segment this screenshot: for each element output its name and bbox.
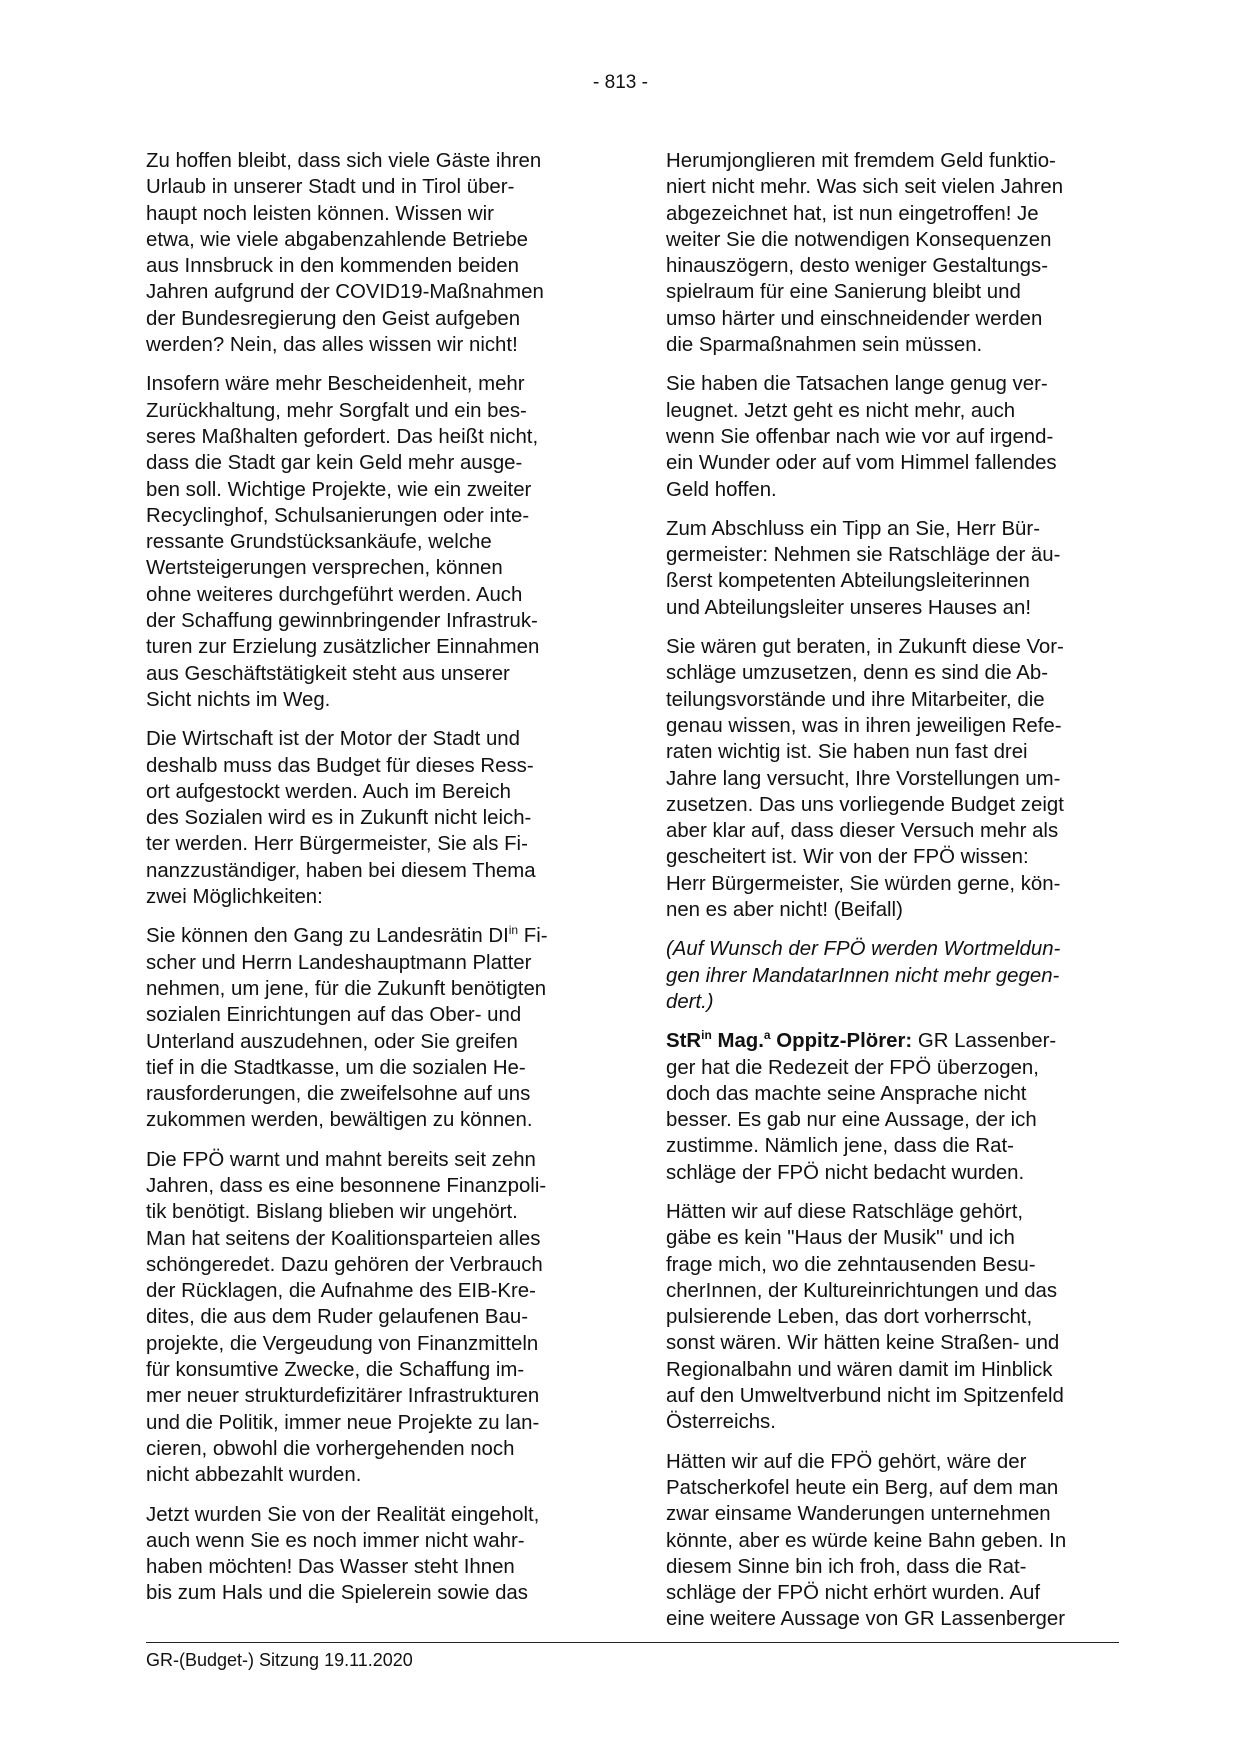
text-fragment: StR <box>666 1030 702 1053</box>
text-line: ter werden. Herr Bürgermeister, Sie als Fi- <box>146 833 528 856</box>
text-line: Die FPÖ warnt und mahnt bereits seit zehn <box>146 1148 536 1171</box>
text-line: scher und Herrn Landeshauptmann Platter <box>146 951 532 974</box>
text-line: nehmen, um jene, für die Zukunft benötigten <box>146 977 547 1000</box>
text-line: aus Innsbruck in den kommenden beiden <box>146 255 519 278</box>
text-line: zustimme. Nämlich jene, dass die Rat- <box>666 1135 1014 1158</box>
text-line: Sie wären gut beraten, in Zukunft diese Vor- <box>666 636 1064 659</box>
paragraph <box>666 1449 1118 1633</box>
text-line: abgezeichnet hat, ist nun eingetroffen! Je <box>666 202 1039 225</box>
paragraph <box>146 1502 598 1607</box>
text-line: Herr Bürgermeister, Sie würden gerne, kön- <box>666 872 1061 895</box>
paragraph <box>666 1028 1118 1186</box>
text-line: Insofern wäre mehr Bescheidenheit, mehr <box>146 373 525 396</box>
text-line: der Rücklagen, die Aufnahme des EIB-Kre- <box>146 1280 536 1303</box>
text-line: Regionalbahn und wären damit im Hinblick <box>666 1358 1053 1381</box>
text-line: besser. Es gab nur eine Aussage, der ich <box>666 1109 1037 1132</box>
text-line: etwa, wie viele abgabenzahlende Betriebe <box>146 228 529 251</box>
text-line: rausforderungen, die zweifelsohne auf uns <box>146 1083 531 1106</box>
left-column <box>146 148 598 1620</box>
text-line: werden? Nein, das alles wissen wir nicht! <box>146 334 518 357</box>
text-line: Die Wirtschaft ist der Motor der Stadt und <box>146 728 520 751</box>
text-line: schläge der FPÖ nicht erhört wurden. Auf <box>666 1582 1041 1605</box>
text-line <box>666 1028 1118 1054</box>
editorial-note <box>666 936 1118 1015</box>
text-line: Österreichs. <box>666 1411 776 1434</box>
text-line: Man hat seitens der Koalitionsparteien alles <box>146 1227 541 1250</box>
text-line: gäbe es kein "Haus der Musik" und ich <box>666 1227 1015 1250</box>
text-line: Hätten wir auf die FPÖ gehört, wäre der <box>666 1450 1027 1473</box>
paragraph <box>666 148 1118 358</box>
text-line: könnte, aber es würde keine Bahn geben. In <box>666 1529 1067 1552</box>
text-line: Jetzt wurden Sie von der Realität eingeholt, <box>146 1503 540 1526</box>
text-line: genau wissen, was in ihren jeweiligen Refe- <box>666 714 1062 737</box>
text-fragment: Oppitz-Plörer: <box>770 1030 913 1053</box>
paragraph <box>146 1147 598 1489</box>
text-line: cieren, obwohl die vorhergehenden noch <box>146 1437 515 1460</box>
text-line: sozialen Einrichtungen auf das Ober- und <box>146 1004 522 1027</box>
text-line: pulsierende Leben, das dort vorherrscht, <box>666 1306 1033 1329</box>
text-line: turen zur Erzielung zusätzlicher Einnahmen <box>146 636 540 659</box>
text-line: Sicht nichts im Weg. <box>146 688 331 711</box>
text-line: Jahren, dass es eine besonnene Finanzpoli- <box>146 1174 547 1197</box>
text-line: zwar einsame Wanderungen unternehmen <box>666 1503 1051 1526</box>
text-line: leugnet. Jetzt geht es nicht mehr, auch <box>666 399 1016 422</box>
text-line: nanzzuständiger, haben bei diesem Thema <box>146 859 536 882</box>
text-line: zusetzen. Das uns vorliegende Budget zeigt <box>666 793 1064 816</box>
text-line: haben möchten! Das Wasser steht Ihnen <box>146 1556 515 1579</box>
superscript: in <box>508 923 519 938</box>
text-line: gescheitert ist. Wir von der FPÖ wissen: <box>666 846 1029 869</box>
text-line: der Schaffung gewinnbringender Infrastruk- <box>146 610 538 633</box>
text-line: seres Maßhalten gefordert. Das heißt nicht, <box>146 425 539 448</box>
text-line: germeister: Nehmen sie Ratschläge der äu- <box>666 544 1061 567</box>
text-line: (Auf Wunsch der FPÖ werden Wortmeldun- <box>666 938 1061 961</box>
text-line: gen ihrer MandatarInnen nicht mehr gegen- <box>666 964 1060 987</box>
text-line: aber klar auf, dass dieser Versuch mehr als <box>666 820 1059 843</box>
text-line: Herumjonglieren mit fremdem Geld funktio- <box>666 150 1056 172</box>
text-line: der Bundesregierung den Geist aufgeben <box>146 307 521 330</box>
text-line: deshalb muss das Budget für dieses Ress- <box>146 754 534 777</box>
text-line: Wertsteigerungen versprechen, können <box>146 557 503 580</box>
paragraph <box>146 726 598 910</box>
text-line: ben soll. Wichtige Projekte, wie ein zweiter <box>146 478 532 501</box>
text-line: Urlaub in unserer Stadt und in Tirol über- <box>146 176 515 199</box>
text-line: für konsumtive Zwecke, die Schaffung im- <box>146 1359 525 1382</box>
paragraph <box>666 371 1118 502</box>
text-line: niert nicht mehr. Was sich seit vielen Jahren <box>666 176 1064 199</box>
text-line: wenn Sie offenbar nach wie vor auf irgend- <box>666 425 1054 448</box>
text-line: eine weitere Aussage von GR Lassenberger <box>666 1608 1065 1631</box>
text-line: raten wichtig ist. Sie haben nun fast drei <box>666 741 1028 764</box>
text-line: tik benötigt. Bislang blieben wir ungehört. <box>146 1201 518 1224</box>
text-line: ger hat die Redezeit der FPÖ überzogen, <box>666 1056 1039 1079</box>
text-line: dites, die aus dem Ruder gelaufenen Bau- <box>146 1306 529 1329</box>
speaker-name <box>666 1030 912 1052</box>
text-line: frage mich, wo die zehntausenden Besu- <box>666 1253 1036 1276</box>
superscript: a <box>763 1028 771 1043</box>
text-line: ressante Grundstücksankäufe, welche <box>146 531 492 554</box>
text-line: Zum Abschluss ein Tipp an Sie, Herr Bür- <box>666 517 1040 540</box>
text-line: ohne weiteres durchgeführt werden. Auch <box>146 583 523 606</box>
text-line: Hätten wir auf diese Ratschläge gehört, <box>666 1200 1024 1223</box>
text-line: dass die Stadt gar kein Geld mehr ausge- <box>146 452 523 475</box>
text-line: Zu hoffen bleibt, dass sich viele Gäste ihren <box>146 150 542 172</box>
text-line: schläge der FPÖ nicht bedacht wurden. <box>666 1161 1025 1184</box>
text-line: Jahre lang versucht, Ihre Vorstellungen um- <box>666 767 1061 790</box>
text-line: Zurückhaltung, mehr Sorgfalt und ein bes- <box>146 399 527 422</box>
text-line: ßerst kompetenten Abteilungsleiterinnen <box>666 570 1030 593</box>
text-line: schläge umzusetzen, denn es sind die Ab- <box>666 662 1048 685</box>
text-line: zwei Möglichkeiten: <box>146 886 323 909</box>
footer-divider <box>146 1642 1119 1643</box>
paragraph <box>666 1199 1118 1436</box>
text-line: Jahren aufgrund der COVID19-Maßnahmen <box>146 281 544 304</box>
superscript: in <box>701 1028 712 1043</box>
paragraph <box>666 634 1118 923</box>
paragraph <box>666 516 1118 621</box>
page-number: - 813 - <box>593 72 648 93</box>
text-fragment: Mag. <box>711 1030 764 1053</box>
text-fragment: GR Lassenber- <box>912 1030 1057 1053</box>
text-line <box>146 923 598 949</box>
text-line: umso härter und einschneidender werden <box>666 307 1043 330</box>
text-line: schöngeredet. Dazu gehören der Verbrauch <box>146 1253 543 1276</box>
text-line: Sie haben die Tatsachen lange genug ver- <box>666 373 1048 396</box>
text-line: weiter Sie die notwendigen Konsequenzen <box>666 228 1052 251</box>
text-line: cherInnen, der Kultureinrichtungen und das <box>666 1279 1058 1302</box>
text-line: und die Politik, immer neue Projekte zu lan- <box>146 1411 540 1434</box>
text-line: die Sparmaßnahmen sein müssen. <box>666 334 983 357</box>
text-line: Recyclinghof, Schulsanierungen oder inte- <box>146 504 530 527</box>
text-line: diesem Sinne bin ich froh, dass die Rat- <box>666 1555 1027 1578</box>
paragraph <box>146 148 598 358</box>
text-line: projekte, die Vergeudung von Finanzmitteln <box>146 1332 539 1355</box>
footer-session-label: GR-(Budget-) Sitzung 19.11.2020 <box>146 1650 413 1670</box>
text-line: Unterland auszudehnen, oder Sie greifen <box>146 1030 518 1053</box>
text-line: und Abteilungsleiter unseres Hauses an! <box>666 596 1031 619</box>
text-fragment: Sie können den Gang zu Landesrätin DI <box>146 925 509 948</box>
paragraph <box>146 371 598 713</box>
text-line: dert.) <box>666 990 714 1013</box>
paragraph <box>146 923 598 1133</box>
text-line: hinauszögern, desto weniger Gestaltungs- <box>666 255 1048 278</box>
text-line: mer neuer strukturdefizitärer Infrastrukturen <box>146 1385 540 1408</box>
text-line: des Sozialen wird es in Zukunft nicht leich- <box>146 807 532 830</box>
text-line: Patscherkofel heute ein Berg, auf dem man <box>666 1476 1059 1499</box>
text-line: spielraum für eine Sanierung bleibt und <box>666 281 1021 304</box>
text-line: ein Wunder oder auf vom Himmel fallendes <box>666 452 1057 475</box>
text-line: nicht abbezahlt wurden. <box>146 1464 362 1487</box>
text-line: auch wenn Sie es noch immer nicht wahr- <box>146 1529 525 1552</box>
text-line: bis zum Hals und die Spielerein sowie das <box>146 1582 528 1605</box>
text-line: tief in die Stadtkasse, um die sozialen He- <box>146 1056 526 1079</box>
text-line: aus Geschäftstätigkeit steht aus unserer <box>146 662 510 685</box>
text-line: zukommen werden, bewältigen zu können. <box>146 1109 533 1132</box>
text-line: sonst wären. Wir hätten keine Straßen- und <box>666 1332 1060 1355</box>
text-line: ort aufgestockt werden. Auch im Bereich <box>146 780 511 803</box>
text-line: haupt noch leisten können. Wissen wir <box>146 202 494 225</box>
text-fragment: Fi- <box>518 925 548 948</box>
text-line: teilungsvorstände und ihre Mitarbeiter, die <box>666 688 1045 711</box>
text-line: auf den Umweltverbund nicht im Spitzenfeld <box>666 1385 1064 1408</box>
text-line: Geld hoffen. <box>666 478 777 501</box>
text-line: doch das machte seine Ansprache nicht <box>666 1082 1027 1105</box>
right-column <box>666 148 1118 1646</box>
text-line: nen es aber nicht! (Beifall) <box>666 899 903 922</box>
